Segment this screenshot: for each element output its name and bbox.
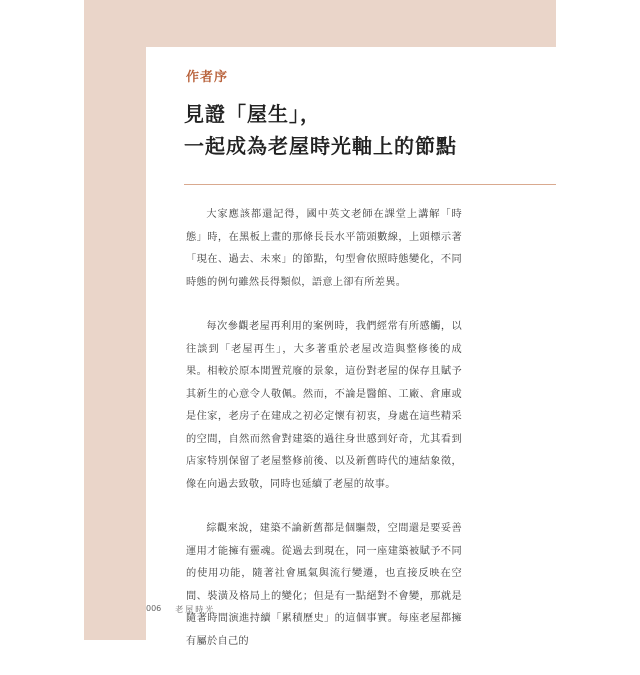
title-divider xyxy=(184,184,556,185)
title-line-2: 一起成為老屋時光軸上的節點 xyxy=(184,134,457,158)
body-text xyxy=(186,204,462,675)
paragraph: 每次參觀老屋再利用的案例時，我們經常有所感觸，以往談到「老屋再生」，大多著重於老屋改造與整修後的成果。相較於原本閒置荒廢的景象，這份對老屋的保存且賦予其新生的心意令人敬佩。然而，不論是醫館、工廠、倉庫或是住家，老房子在建成之初必定懷有初衷，身處在這些精采的空間，自然而然會對建築的過往身世感到好奇，尤其看到店家特別保留了老屋整修前後、以及新舊時代的連結象徵，像在向過去致敬，同時也延續了老屋的故事。 xyxy=(186,321,462,490)
section-label: 作者序 xyxy=(186,70,229,85)
paragraph: 大家應該都還記得，國中英文老師在課堂上講解「時態」時，在黑板上畫的那條長長水平箭頭數線，上頭標示著「現在、過去、未來」的節點，句型會依照時態變化，不同時態的例句雖然長得類似，語意上卻有所差異。 xyxy=(186,209,462,288)
page-title xyxy=(184,98,457,162)
paragraph: 綜觀來說，建築不論新舊都是個驅殼，空間還是要妥善運用才能擁有靈魂。從過去到現在，同一座建築被賦予不同的使用功能，隨著社會風氣與流行變遷，也直接反映在空間、裝潢及格局上的變化；但是有一點絕對不會變，那就是隨著時間演進持續「累積歷史」的這個事實。每座老屋都擁有屬於自己的 xyxy=(186,523,462,647)
page-footer xyxy=(146,604,215,615)
page-number: 006 xyxy=(146,604,162,613)
title-line-1: 見證「屋生」， xyxy=(184,102,321,126)
book-title: 老屋時光 xyxy=(175,605,216,614)
